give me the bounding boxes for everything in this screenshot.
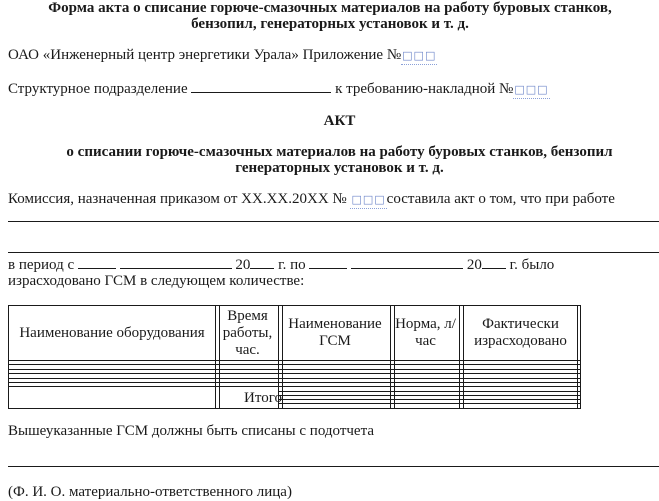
col-separator — [282, 305, 283, 409]
row-separator — [8, 382, 581, 383]
order-number-field[interactable]: □□□ — [350, 191, 386, 209]
act-heading: АКТ — [323, 113, 356, 129]
period-start-year-field[interactable] — [250, 256, 274, 269]
row-separator — [8, 378, 581, 379]
form-title-line-2: бензопил, генераторных установок и т. д. — [191, 16, 469, 32]
col-separator — [463, 305, 464, 409]
total-row-line — [279, 403, 581, 404]
header-actual-consumption: Фактически израсходовано — [474, 316, 567, 349]
total-row-line — [279, 395, 581, 396]
form-title-line-1: Форма акта о списание горюче-смазочных материалов на работу буровых станков, — [48, 0, 612, 16]
blank-line-1[interactable] — [8, 221, 659, 222]
commission-text-end: составила акт о том, что при работе — [386, 191, 615, 207]
period-start-month-field[interactable] — [120, 256, 232, 269]
subdivision-line — [8, 80, 550, 99]
subdivision-label: Структурное подразделение — [8, 81, 188, 97]
period-end-month-field[interactable] — [351, 256, 463, 269]
row-separator — [8, 364, 581, 365]
act-subtitle-line-1: о списании горюче-смазочных материалов на работу буровых станков, бензопил — [66, 144, 613, 160]
blank-line-2[interactable] — [8, 252, 659, 253]
header-operating-time: Время работы, час. — [222, 307, 273, 358]
header-fuel-name: Наименование ГСМ — [288, 316, 382, 349]
act-subtitle-line-2: генераторных установок и т. д. — [235, 160, 444, 176]
row-separator — [8, 360, 581, 361]
col-separator — [394, 305, 395, 409]
requisition-label: к требованию-накладной № — [335, 81, 514, 97]
responsible-person-label: (Ф. И. О. материально-ответственного лица) — [8, 484, 292, 500]
col-separator — [577, 305, 578, 409]
commission-text: Комиссия, назначенная приказом от ХХ.ХХ.20ХХ № — [8, 191, 347, 207]
total-row-line — [279, 399, 581, 400]
row-separator — [8, 386, 581, 387]
period-line — [8, 256, 554, 274]
period-start-day-field[interactable] — [78, 256, 116, 269]
col-separator — [215, 305, 216, 409]
total-row-blank — [9, 388, 215, 408]
subdivision-field[interactable] — [191, 80, 331, 93]
total-label: Итого — [244, 389, 282, 406]
writeoff-line: Вышеуказанные ГСМ должны быть списаны с подотчета — [8, 423, 374, 439]
period-year-prefix-2: 20 — [466, 257, 482, 273]
fuel-consumption-table — [8, 305, 581, 409]
period-end-year-field[interactable] — [482, 256, 506, 269]
col-separator — [390, 305, 391, 409]
total-row-line — [279, 391, 581, 392]
period-end-day-field[interactable] — [309, 256, 347, 269]
commission-line — [8, 191, 615, 209]
organization-text: ОАО «Инженерный центр энергетики Урала» Приложение № — [8, 47, 402, 63]
row-separator — [8, 373, 581, 374]
appendix-number-field[interactable]: □□□ — [401, 47, 437, 65]
period-prefix: в период с — [8, 257, 75, 273]
header-equipment-name: Наименование оборудования — [19, 324, 205, 341]
header-norm: Норма, л/час — [395, 316, 456, 349]
writeoff-blank-line[interactable] — [8, 466, 659, 467]
consumption-line: израсходовано ГСМ в следующем количестве: — [8, 273, 305, 289]
period-year-prefix-1: 20 — [235, 257, 251, 273]
requisition-number-field[interactable]: □□□ — [513, 81, 549, 99]
period-to-label: г. по — [278, 257, 306, 273]
organization-line — [8, 47, 437, 65]
row-separator — [8, 369, 581, 370]
period-suffix: г. было — [509, 257, 555, 273]
col-separator — [459, 305, 460, 409]
